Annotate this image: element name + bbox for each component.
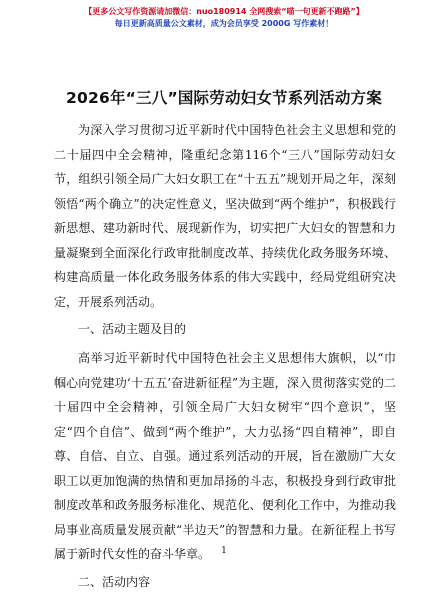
section-2-heading: 二、活动内容 <box>78 574 151 589</box>
document-title: 2026年“三八”国际劳动妇女节系列活动方案 <box>66 89 382 107</box>
promo-banner-line-2: 每日更新高质量公文素材，成为会员享受 2000G 写作素材！ <box>114 19 334 28</box>
section-1-heading: 一、活动主题及目的 <box>78 322 187 336</box>
promo-banner <box>0 6 448 30</box>
page-number: 1 <box>221 546 227 556</box>
intro-paragraph: 为深入学习贯彻习近平新时代中国特色社会主义思想和党的二十届四中全会精神，隆重纪念第116个“三八”国际劳动妇女节，组织引领全局广大妇女职工在“十五五”规划开局之年，深刻领悟“两个确立”的决定性意义，坚决做到“两个维护”，积极践行新思想、建功新时代、展现新作为，切实把广大妇女的智慧和力量凝聚到全面深化行政审批制度改革、持续优化政务服务环境、构建高质量一体化政务服务体系的伟大实践中，经局党组研究决定，开展系列活动。 <box>54 123 396 309</box>
document-body <box>54 118 396 597</box>
section-1-paragraph: 高举习近平新时代中国特色社会主义思想伟大旗帜，以“巾帼心向党建功‘十五五’奋进新征程”为主题，深入贯彻落实党的二十届四中全会精神，引领全局广大妇女树牢“四个意识”，坚定“四个自信”、做到“两个维护”，大力弘扬“四自精神”，即自尊、自信、自立、自强。通过系列活动的开展，旨在激励广大女职工以更加饱满的热情和更加昂扬的斗志，积极投身到行政审批制度改革和政务服务标准化、规范化、便利化工作中，为推动我局事业高质量发展贡献“半边天”的智慧和力量。在新征程上书写属于新时代女性的奋斗华章。 <box>54 351 396 561</box>
promo-banner-line-1: 【更多公文写作资源请加微信：nuo180914 全网搜索“喵一句更新不跑路”】 <box>84 7 364 16</box>
